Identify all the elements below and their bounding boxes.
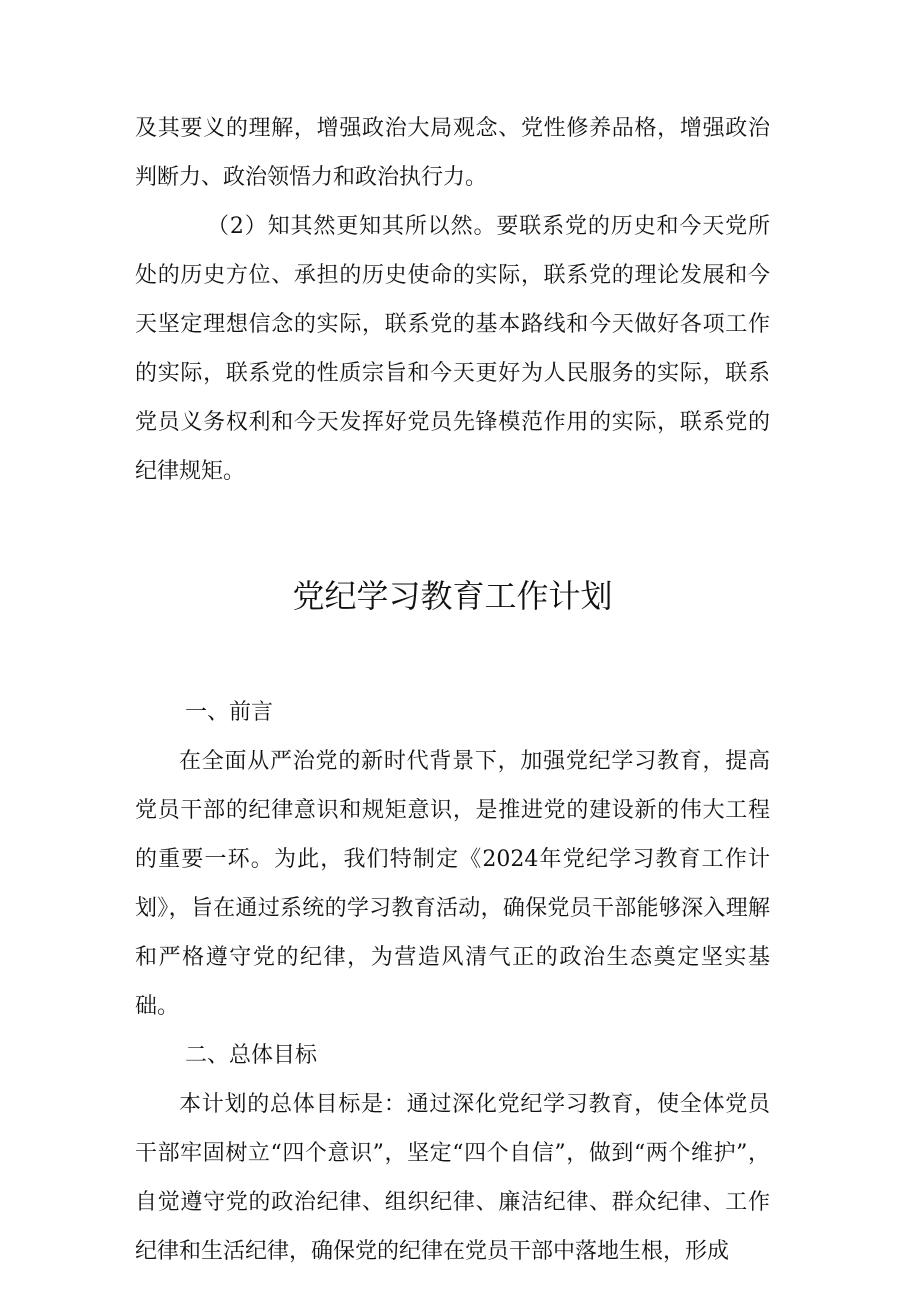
document-title: 党纪学习教育工作计划 xyxy=(292,577,613,615)
continuation-paragraph: 及其要义的理解，增强政治大局观念、党性修养品格，增强政治判断力、政治领悟力和政治执行力。 xyxy=(135,116,770,190)
section-heading-preface: 一、前言 xyxy=(185,700,274,725)
paragraph-overall-goal: 本计划的总体目标是：通过深化党纪学习教育，使全体党员干部牢固树立“四个意识”，坚定“四个自信”，做到“两个维护”，自觉遵守党的政治纪律、组织纪律、廉洁纪律、群众纪律、工作纪律和生活纪律，确保党的纪律在党员干部中落地生根，形成 xyxy=(135,1092,770,1264)
paragraph-preface: 在全面从严治党的新时代背景下，加强党纪学习教育，提高党员干部的纪律意识和规矩意识，是推进党的建设新的伟大工程的重要一环。为此，我们特制定《2024年党纪学习教育工作计划》，旨在通过系统的学习教育活动，确保党员干部能够深入理解和严格遵守党的纪律，为营造风清气正的政治生态奠定坚实基础。 xyxy=(135,749,770,1019)
paragraph-know-why: （2）知其然更知其所以然。要联系党的历史和今天党所处的历史方位、承担的历史使命的实际，联系党的理论发展和今天坚定理想信念的实际，联系党的基本路线和今天做好各项工作的实际，联系党的性质宗旨和今天更好为人民服务的实际，联系党员义务权利和今天发挥好党员先锋模范作用的实际，联系党的纪律规矩。 xyxy=(135,214,770,484)
section-heading-overall-goal: 二、总体目标 xyxy=(185,1043,318,1068)
